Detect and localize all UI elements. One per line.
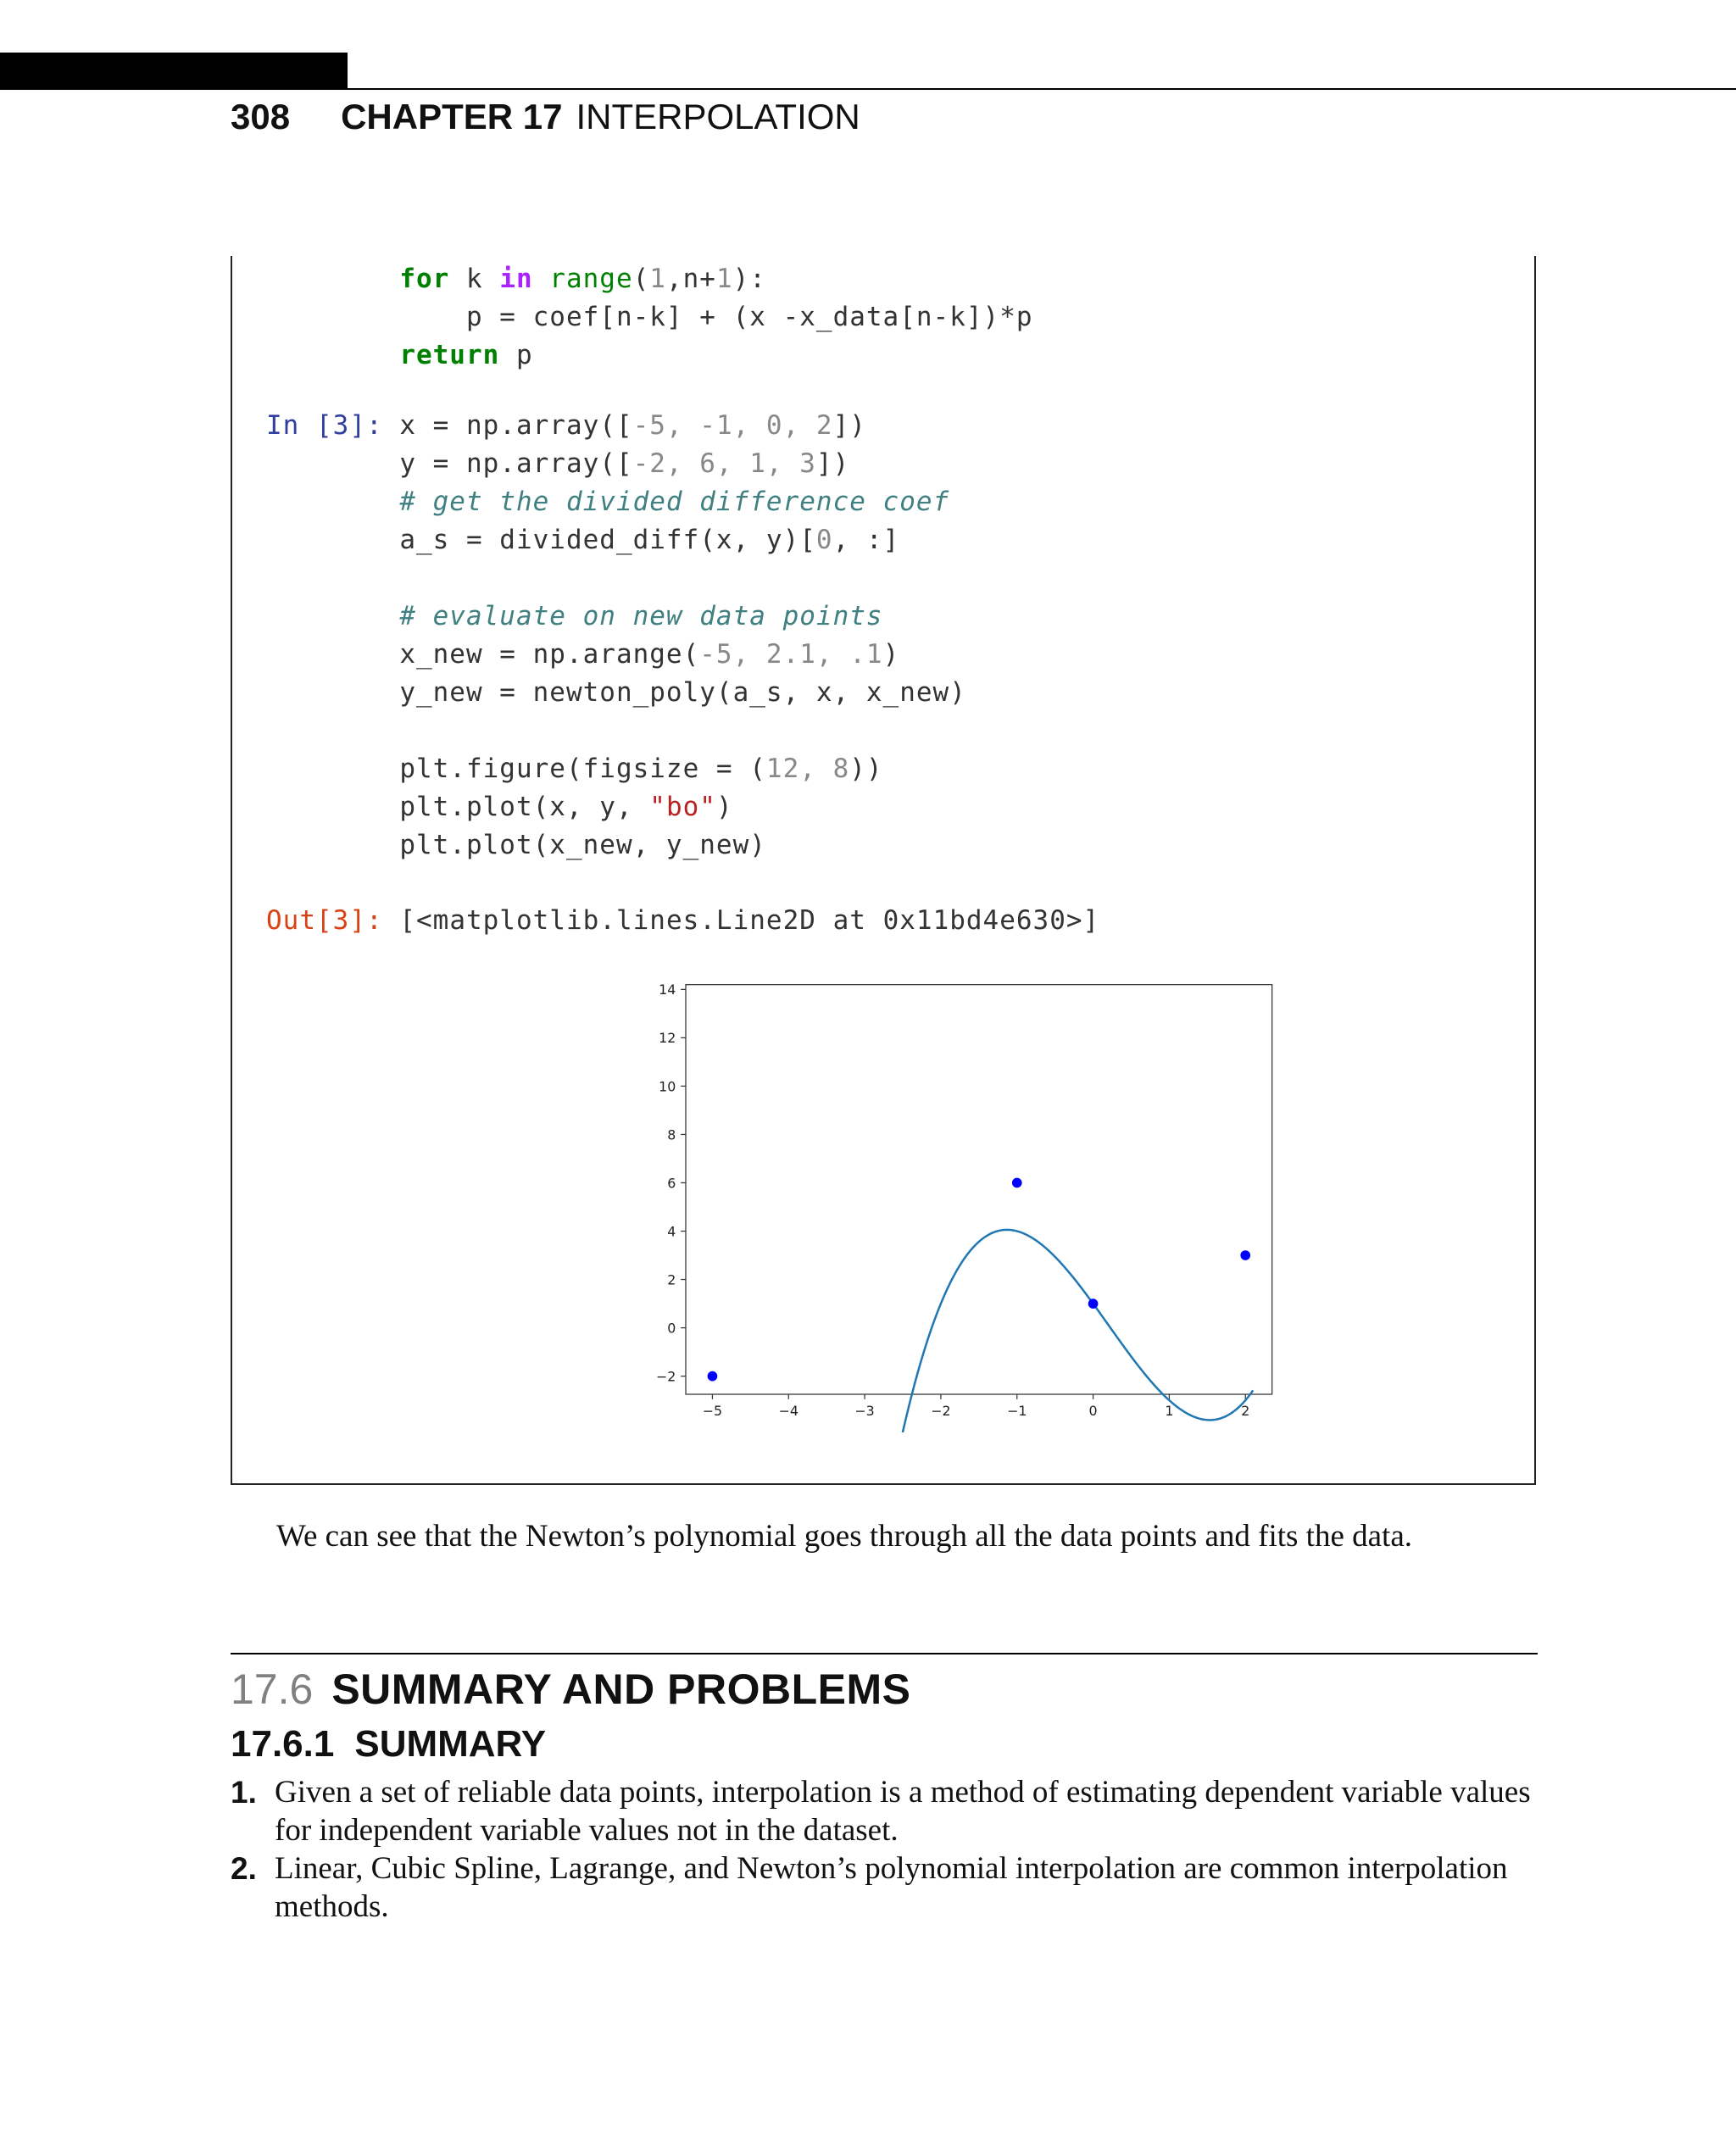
- y-tick-label: 14: [659, 982, 676, 998]
- x-tick-label: 0: [1088, 1403, 1098, 1419]
- code-number: 1: [715, 264, 733, 294]
- section-rule: [231, 1653, 1538, 1654]
- x-tick-label: −5: [702, 1403, 723, 1419]
- code-number: 1: [649, 264, 666, 294]
- section-title: SUMMARY AND PROBLEMS: [331, 1666, 911, 1713]
- code-comment: # get the divided difference coef: [399, 487, 950, 517]
- section-number: 17.6: [231, 1666, 314, 1713]
- code-keyword: return: [399, 340, 500, 370]
- code-text: a_s = divided_diff(x, y)[: [399, 525, 816, 555]
- series-line-newton-poly: [712, 1230, 1253, 1432]
- y-tick-label: 6: [667, 1175, 676, 1192]
- code-keyword: in: [499, 264, 533, 294]
- code-text: ,n+: [665, 264, 716, 294]
- list-marker: 1.: [231, 1775, 257, 1810]
- code-text: x = np.array([: [399, 410, 633, 441]
- code-text: plt.figure(figsize = (: [399, 754, 766, 784]
- code-text: ): [715, 792, 733, 822]
- code-number: 0: [815, 525, 833, 555]
- code-output: [266, 902, 1099, 940]
- list-item: [231, 1849, 1540, 1926]
- page-number: 308: [231, 97, 291, 136]
- x-tick-label: −1: [1007, 1403, 1027, 1419]
- header-black-bar: [0, 53, 348, 90]
- y-tick-label: 10: [659, 1078, 676, 1095]
- list-item-text: Linear, Cubic Spline, Lagrange, and Newton’s polynomial interpolation are common interpolation methods.: [275, 1851, 1508, 1924]
- data-point: [708, 1371, 718, 1382]
- code-text: y_new = newton_poly(a_s, x, x_new): [399, 677, 966, 708]
- code-function-tail: [266, 260, 1033, 375]
- data-point: [1240, 1250, 1250, 1260]
- subsection-heading: [231, 1721, 546, 1768]
- code-text: ): [882, 639, 900, 670]
- x-tick-label: −4: [778, 1403, 798, 1419]
- body-paragraph: We can see that the Newton’s polynomial goes through all the data points and fits the data.: [276, 1519, 1412, 1554]
- code-listing-box: [231, 256, 1536, 1485]
- x-tick-label: −2: [931, 1403, 951, 1419]
- code-text: plt.plot(x_new, y_new): [399, 830, 766, 860]
- subsection-number: 17.6.1: [231, 1723, 335, 1765]
- summary-list: [231, 1773, 1540, 1926]
- subsection-title: SUMMARY: [354, 1723, 547, 1765]
- code-text: ]): [832, 410, 866, 441]
- code-text: (: [632, 264, 650, 294]
- code-text: x_new = np.arange(: [399, 639, 700, 670]
- code-text: ]): [815, 448, 850, 479]
- code-text: plt.plot(x, y,: [399, 792, 650, 822]
- x-tick-label: −3: [854, 1403, 875, 1419]
- code-comment: # evaluate on new data points: [399, 601, 883, 631]
- y-tick-label: −2: [655, 1368, 676, 1385]
- code-number: -5, -1, 0, 2: [632, 410, 833, 441]
- code-text: y = np.array([: [399, 448, 633, 479]
- output-prompt: Out[3]:: [266, 905, 383, 936]
- section-heading: [231, 1663, 911, 1716]
- interpolation-plot: [444, 975, 1292, 1432]
- code-string: "bo": [649, 792, 716, 822]
- y-tick-label: 8: [667, 1126, 676, 1143]
- x-tick-label: 2: [1241, 1403, 1250, 1419]
- y-tick-label: 4: [667, 1223, 676, 1240]
- data-point: [1088, 1299, 1099, 1309]
- header-rule: [348, 88, 1736, 90]
- chapter-title: INTERPOLATION: [576, 97, 860, 136]
- code-text: p = coef[n-k] + (x -x_data[n-k])*p: [465, 302, 1033, 332]
- code-number: -5, 2.1, .1: [699, 639, 883, 670]
- code-builtin: range: [532, 264, 633, 294]
- y-tick-label: 2: [667, 1271, 676, 1288]
- code-number: 12, 8: [765, 754, 850, 784]
- code-text: k: [449, 264, 500, 294]
- code-keyword: for: [399, 264, 450, 294]
- y-tick-label: 0: [667, 1320, 676, 1337]
- input-prompt: In [3]:: [266, 410, 383, 441]
- plot-frame: [686, 985, 1272, 1394]
- y-tick-label: 12: [659, 1030, 676, 1047]
- x-tick-label: 1: [1165, 1403, 1174, 1419]
- code-number: -2, 6, 1, 3: [632, 448, 816, 479]
- list-marker: 2.: [231, 1851, 257, 1886]
- code-cell-3: [266, 407, 966, 865]
- chapter-label: CHAPTER 17: [341, 97, 563, 136]
- code-text: ):: [732, 264, 766, 294]
- code-text: , :]: [832, 525, 900, 555]
- running-head: [231, 95, 860, 139]
- output-text: [<matplotlib.lines.Line2D at 0x11bd4e630>]: [399, 905, 1100, 936]
- list-item: [231, 1773, 1540, 1849]
- data-point: [1012, 1178, 1022, 1188]
- code-text: )): [849, 754, 883, 784]
- list-item-text: Given a set of reliable data points, interpolation is a method of estimating dependent variable values for independent variable values not in the dataset.: [275, 1775, 1531, 1848]
- code-text: p: [499, 340, 533, 370]
